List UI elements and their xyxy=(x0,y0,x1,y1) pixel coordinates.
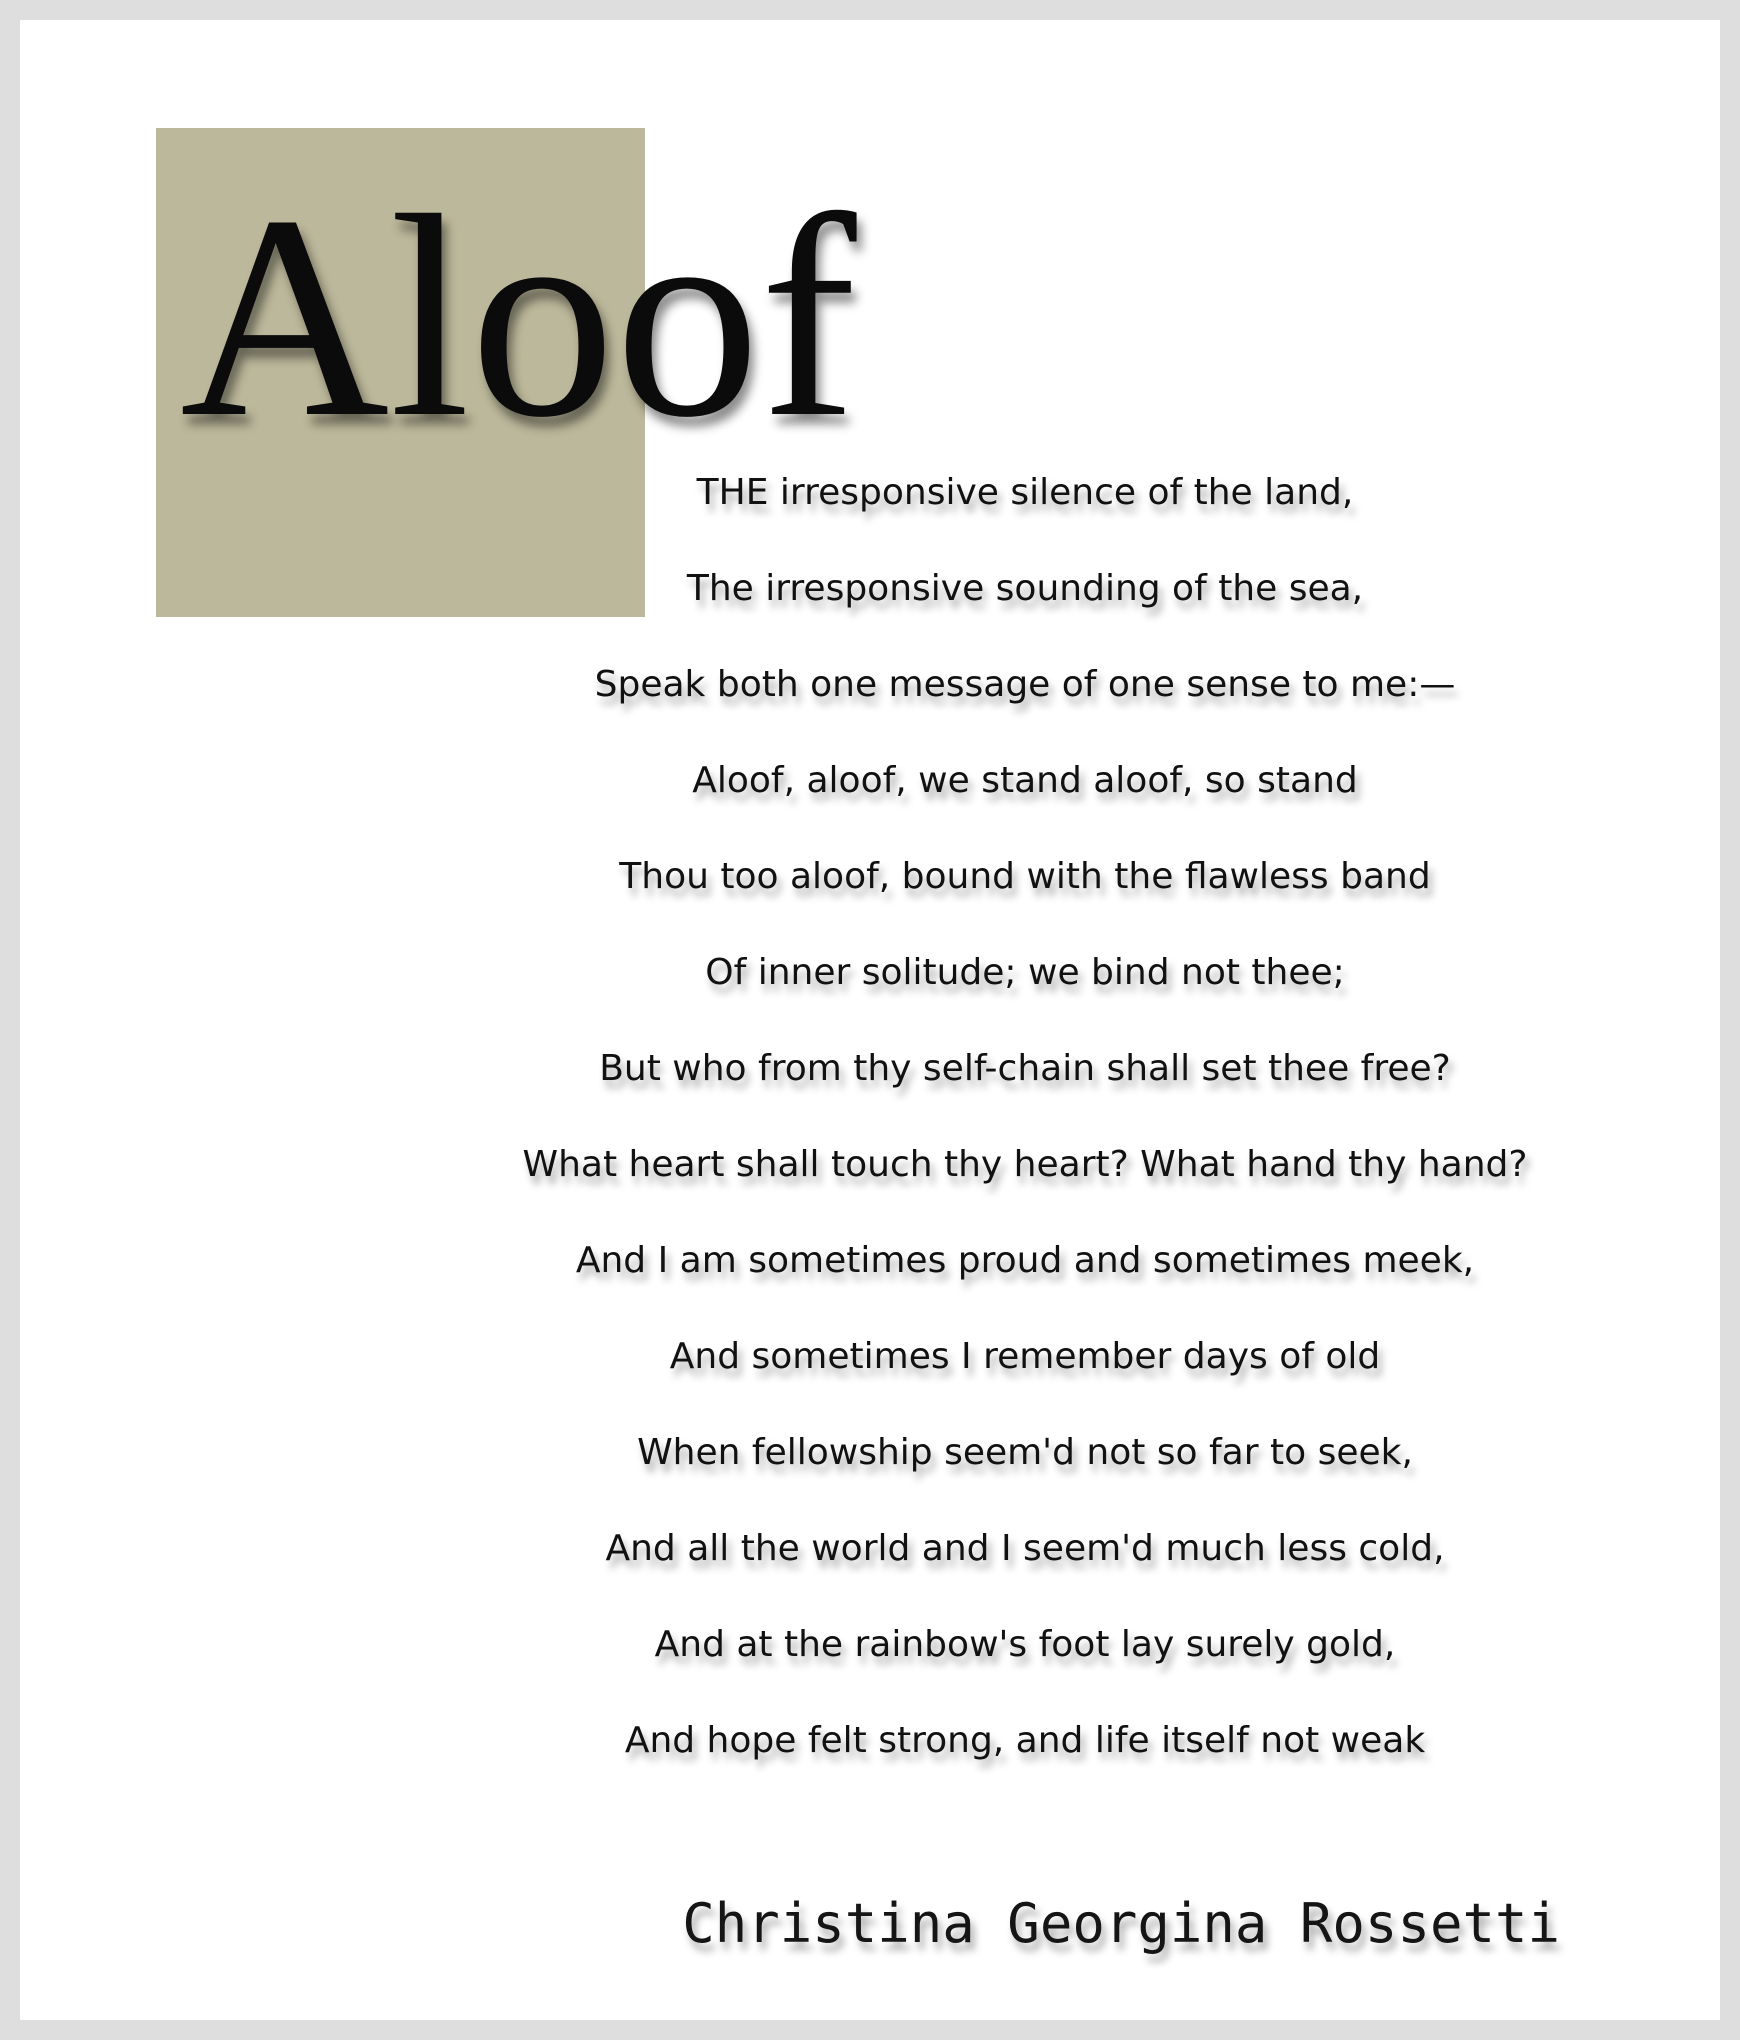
poem-page xyxy=(20,20,1720,2020)
poem-line: But who from thy self-chain shall set thee free? xyxy=(599,1048,1451,1089)
poem-line: Of inner solitude; we bind not thee; xyxy=(705,952,1345,993)
poem-line: And all the world and I seem'd much less cold, xyxy=(605,1528,1445,1569)
poem-line: THE irresponsive silence of the land, xyxy=(696,472,1354,513)
poem-line: And hope felt strong, and life itself not weak xyxy=(624,1720,1426,1761)
poem-line: Speak both one message of one sense to me:— xyxy=(594,664,1456,705)
poem-line: What heart shall touch thy heart? What hand thy hand? xyxy=(522,1144,1528,1185)
poem-line: The irresponsive sounding of the sea, xyxy=(686,568,1364,609)
poem-line: When fellowship seem'd not so far to seek, xyxy=(637,1432,1413,1473)
poem-line: Aloof, aloof, we stand aloof, so stand xyxy=(692,760,1358,801)
poem-title: Aloof xyxy=(180,156,857,477)
poem-line: Thou too aloof, bound with the flawless band xyxy=(619,856,1431,897)
poem-line: And at the rainbow's foot lay surely gold, xyxy=(654,1624,1396,1665)
poem-author: Christina Georgina Rossetti xyxy=(682,1892,1560,1955)
poem-body xyxy=(490,445,1560,1789)
poem-line: And sometimes I remember days of old xyxy=(669,1336,1381,1377)
poem-line: And I am sometimes proud and sometimes meek, xyxy=(575,1240,1475,1281)
